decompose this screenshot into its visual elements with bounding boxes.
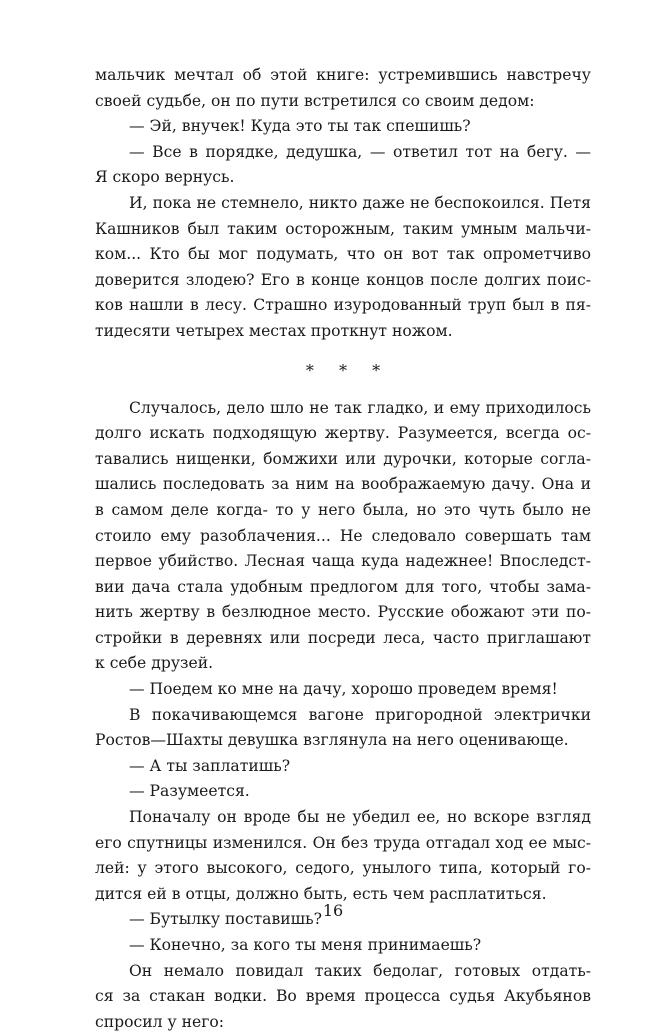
text-line: стройки в деревнях или посреди леса, часто приглашают	[95, 628, 591, 647]
text-line: И, пока не стемнело, никто даже не беспокоился. Петя	[129, 193, 591, 212]
text-line: ком... Кто бы мог подумать, что он вот так опрометчиво	[95, 245, 591, 264]
text-line: его спутницы изменился. Он без труда отгадал ход ее мыс-	[95, 833, 591, 852]
text-line: спросил у него:	[95, 1012, 225, 1031]
text-section-1	[95, 63, 591, 345]
text-line: доверится злодею? Его в конце концов после долгих поис-	[95, 270, 591, 289]
text-line: — Конечно, за кого ты меня принимаешь?	[129, 936, 482, 954]
text-line: стоило ему разоблачения... Не следовало совершать там	[95, 526, 591, 545]
text-line: шались последовать за ним на воображаемую дачу. Она и	[95, 475, 591, 494]
text-line: — Бутылку поставишь?	[129, 910, 322, 929]
body-text	[95, 63, 591, 1035]
text-line: в самом деле когда- то у него была, но это чуть было не	[95, 500, 591, 519]
text-line: к себе друзей.	[95, 654, 214, 673]
text-line: В покачивающемся вагоне пригородной электрички	[129, 705, 591, 724]
text-line: тавались нищенки, бомжихи или дурочки, которые согла-	[95, 449, 591, 468]
text-line: вии дача стала удобным предлогом для того, чтобы зама-	[95, 577, 591, 596]
text-line: Кашников был таким осторожным, таким умным мальчи-	[95, 219, 591, 238]
text-line: Ростов—Шахты девушка взглянула на него оценивающе.	[95, 731, 569, 750]
text-line: ся за стакан водки. Во время процесса судья Акубьянов	[95, 987, 591, 1006]
text-line: Я скоро вернусь.	[95, 168, 235, 187]
text-line: Он немало повидал таких бедолаг, готовых отдать-	[129, 961, 591, 980]
text-line: мальчик мечтал об этой книге: устремившись навстречу	[95, 66, 591, 84]
section-separator: * * *	[305, 360, 391, 380]
text-line: дится ей в отцы, должно быть, есть чем расплатиться.	[95, 884, 547, 903]
text-line: — Разумеется.	[129, 782, 250, 801]
text-line: — Поедем ко мне на дачу, хорошо проведем время!	[129, 680, 558, 699]
text-line: — Эй, внучек! Куда это ты так спешишь?	[129, 117, 471, 136]
text-line: тидесяти четырех местах проткнут ножом.	[95, 321, 453, 340]
text-line: Случалось, дело шло не так гладко, и ему приходилось	[129, 398, 591, 417]
text-line: своей судьбе, он по пути встретился со своим дедом:	[95, 91, 535, 110]
text-line: первое убийство. Лесная чаща куда надежнее! Впоследст-	[95, 552, 591, 571]
page-number: 16	[322, 901, 344, 920]
text-line: — Все в порядке, дедушка, — ответил тот на бегу. —	[129, 142, 591, 161]
text-line: — А ты заплатишь?	[129, 756, 291, 775]
text-line: ков нашли в лесу. Страшно изуродованный труп был в пя-	[95, 296, 591, 315]
text-line: нить жертву в безлюдное место. Русские обожают эти по-	[95, 603, 591, 622]
text-section-2	[95, 396, 591, 1035]
text-line: лей: у этого высокого, седого, унылого типа, который го-	[95, 859, 591, 878]
text-line: Поначалу он вроде бы не убедил ее, но вскоре взгляд	[129, 808, 591, 827]
text-line: долго искать подходящую жертву. Разумеется, всегда ос-	[95, 424, 591, 443]
